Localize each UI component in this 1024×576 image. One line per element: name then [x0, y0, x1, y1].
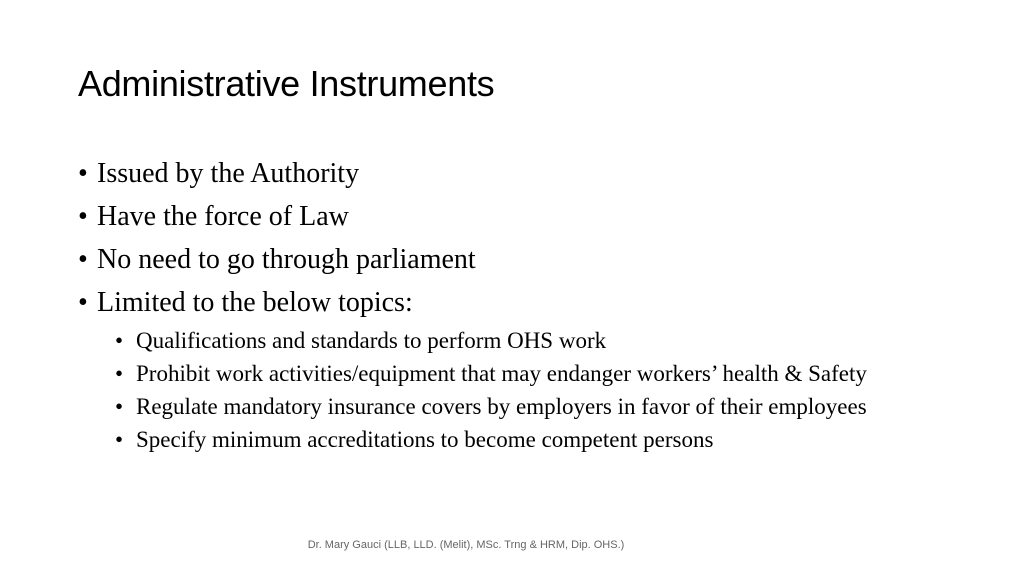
- sub-bullet-item: • Regulate mandatory insurance covers by employers in favor of their employees: [98, 390, 998, 423]
- sub-bullet-group: [78, 324, 998, 456]
- slide-footer: Dr. Mary Gauci (LLB, LLD. (Melit), MSc. Trng & HRM, Dip. OHS.): [307, 539, 625, 551]
- sub-bullet-list: [98, 324, 998, 456]
- bullet-item: • Have the force of Law: [78, 195, 998, 238]
- bullet-item: • Issued by the Authority: [78, 152, 998, 195]
- sub-bullet-item: • Prohibit work activities/equipment that may endanger workers’ health & Safety: [98, 357, 998, 390]
- bullet-list: [78, 152, 998, 456]
- sub-bullet-item: • Specify minimum accreditations to become competent persons: [98, 423, 998, 456]
- bullet-item: • Limited to the below topics:: [78, 281, 998, 324]
- sub-bullet-item: • Qualifications and standards to perform OHS work: [98, 324, 998, 357]
- slide-title: Administrative Instruments: [78, 63, 495, 104]
- bullet-item: • No need to go through parliament: [78, 238, 998, 281]
